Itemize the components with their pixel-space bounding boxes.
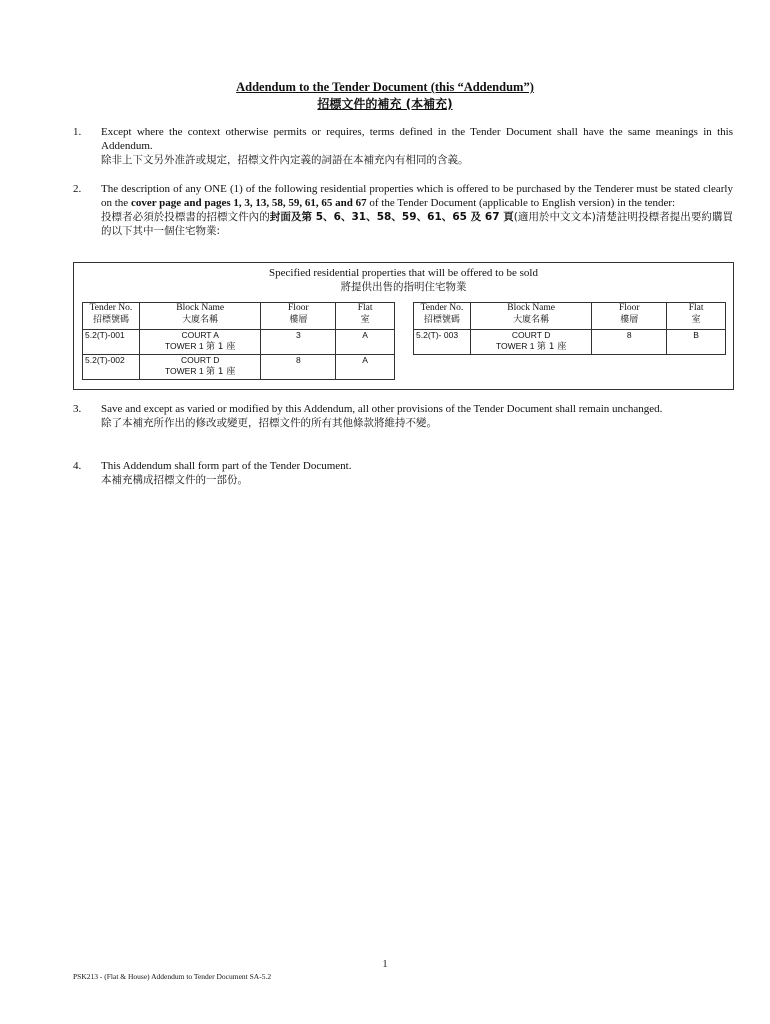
- pages-emphasis-en: cover page and pages 1, 3, 13, 58, 59, 61, 65 and 67: [130, 197, 367, 209]
- tender-no-cell: 5.2(T)-001: [83, 330, 140, 355]
- table-header-row: [83, 303, 395, 330]
- flat-cell: A: [336, 355, 395, 380]
- properties-heading: Specified residential properties that will be offered to be sold 將提供出售的指明住宅物業: [269, 267, 538, 293]
- tender-no-cell: 5.2(T)-002: [83, 355, 140, 380]
- header-flat: Flat 室: [336, 303, 395, 330]
- clause-number: 3.: [73, 403, 82, 415]
- tender-no-cell: 5.2(T)- 003: [414, 330, 471, 355]
- table-row: [83, 330, 395, 355]
- floor-cell: 8: [261, 355, 336, 380]
- table-row: [414, 330, 726, 355]
- floor-cell: 3: [261, 330, 336, 355]
- header-flat: Flat 室: [667, 303, 726, 330]
- block-name-cell: COURT D TOWER 1 第 1 座: [139, 355, 261, 380]
- flat-cell: B: [667, 330, 726, 355]
- clause-text-en: Save and except as varied or modified by this Addendum, all other provisions of the Tender Document shall remain unchanged.: [101, 403, 663, 415]
- table-row: [83, 355, 395, 380]
- header-floor: Floor 樓層: [592, 303, 667, 330]
- floor-cell: 8: [592, 330, 667, 355]
- page-number: 1: [382, 959, 388, 970]
- clause-number: 1.: [73, 126, 82, 138]
- clause-text-en: The description of any ONE (1) of the following residential properties which is offered to be purchased by the Tenderer must be stated clearly on the cover page and pages 1, 3, 13, 58, 59, 61, 65 and 67 of the Tender Document (applicable to English version) in the tender:: [101, 183, 733, 209]
- footer-reference: PSK213 - (Flat & House) Addendum to Tender Document SA-5.2: [73, 972, 272, 981]
- flat-cell: A: [336, 330, 395, 355]
- clause-text-zh: 除了本補充所作出的修改或變更，招標文件的所有其他條款將維持不變。: [101, 417, 437, 429]
- header-tender-no: Tender No. 招標號碼: [83, 303, 140, 330]
- clause-text-zh: 除非上下文另外准許或規定，招標文件內定義的詞語在本補充內有相同的含義。: [101, 154, 469, 166]
- pages-emphasis-zh: 封面及第 5、6、31、58、59、61、65 及 67 頁: [269, 211, 514, 223]
- title-english: Addendum to the Tender Document (this “Addendum”): [236, 80, 534, 94]
- block-name-cell: COURT D TOWER 1 第 1 座: [470, 330, 592, 355]
- block-name-cell: COURT A TOWER 1 第 1 座: [139, 330, 261, 355]
- title-chinese: 招標文件的補充 (本補充): [317, 97, 453, 111]
- properties-table-left: [82, 302, 395, 380]
- clause-text-zh: 投標者必須於投標書的招標文件內的封面及第 5、6、31、58、59、61、65 及 67 頁(適用於中文文本)清楚註明投標者提出要約購買的以下其中一個住宅物業:: [101, 211, 734, 237]
- table-header-row: [414, 303, 726, 330]
- header-floor: Floor 樓層: [261, 303, 336, 330]
- properties-box: [73, 262, 734, 390]
- clause-number: 2.: [73, 183, 82, 195]
- header-block-name: Block Name 大廈名稱: [470, 303, 592, 330]
- clause-text-zh: 本補充構成招標文件的一部份。: [101, 474, 248, 486]
- clause-text-en: Except where the context otherwise permits or requires, terms defined in the Tender Document shall have the same meanings in this Addendum.: [101, 126, 733, 152]
- clause-text-en: This Addendum shall form part of the Tender Document.: [101, 460, 352, 472]
- header-block-name: Block Name 大廈名稱: [139, 303, 261, 330]
- clause-number: 4.: [73, 460, 82, 472]
- header-tender-no: Tender No. 招標號碼: [414, 303, 471, 330]
- properties-table-right: [413, 302, 726, 355]
